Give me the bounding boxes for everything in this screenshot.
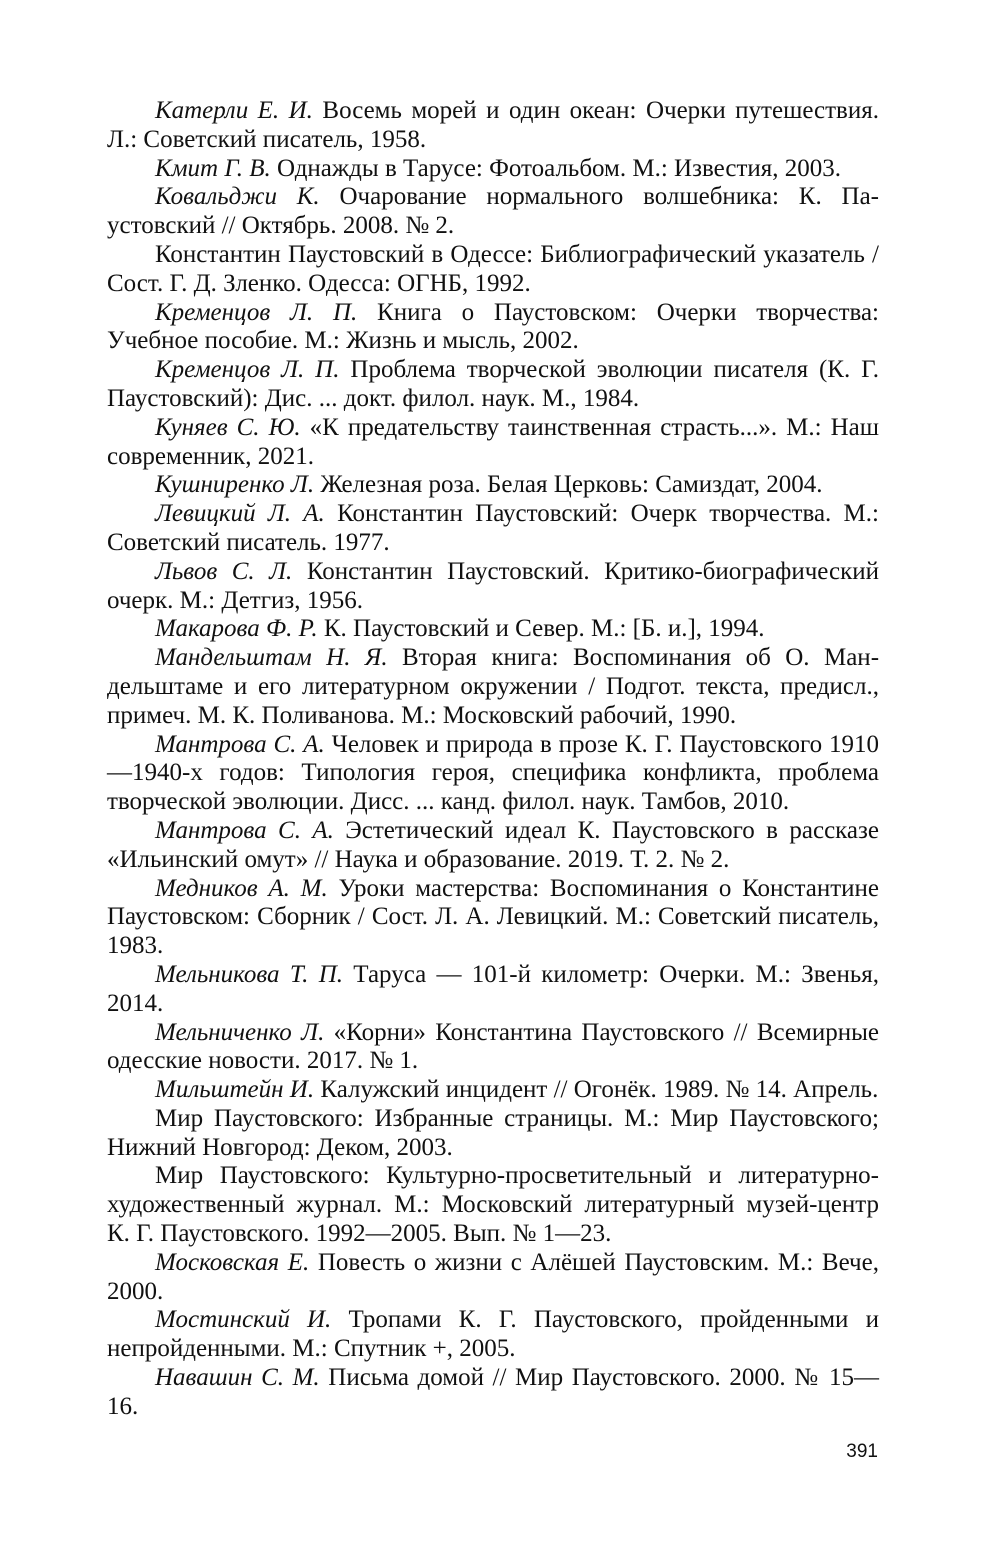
bibliography-entry	[107, 97, 879, 155]
entry-text: Таруса — 101-й километр: Очерки. М.: Звенья, 2014.	[107, 960, 879, 1017]
bibliography-entry	[107, 875, 879, 961]
entry-text: Человек и природа в прозе К. Г. Паустовского 1910—1940-х годов: Типология героя, специфика конфликта, проблема творческой эволюции. Дисс. ... канд. филол. наук. Тамбов, 2010.	[107, 730, 880, 816]
entry-author: Кмит Г. В.	[155, 154, 271, 182]
entry-text: Константин Паустовский: Очерк творчества. М.: Советский писатель. 1977.	[107, 500, 879, 556]
bibliography-entry	[107, 1019, 879, 1077]
entry-text: Письма домой // Мир Паустовского. 2000. № 15—16.	[107, 1364, 879, 1420]
bibliography-entry	[107, 1364, 879, 1422]
bibliography-entry	[107, 471, 879, 500]
bibliography-entry	[107, 615, 879, 644]
entry-author: Мантрова С. А.	[155, 730, 325, 758]
entry-text: Повесть о жизни с Алёшей Паустовским. М.: Вече, 2000.	[107, 1248, 879, 1305]
entry-author: Навашин С. М.	[155, 1364, 320, 1392]
entry-author: Московская Е.	[155, 1248, 310, 1276]
bibliography-entry	[107, 1076, 879, 1105]
entry-text: Константин Паустовский. Критико-биографический очерк. М.: Детгиз, 1956.	[107, 557, 879, 614]
bibliography-entry	[107, 155, 879, 184]
entry-text: Эстетический идеал К. Паустовского в рассказе «Ильинский омут» // Наука и образование. 2019. Т. 2. № 2.	[107, 816, 879, 873]
entry-text: Вторая книга: Воспоминания об О. Мандельштаме и его литературном окружении / Подгот. текста, предисл., примеч. М. К. Поливанова. М.: Московский рабочий, 1990.	[107, 644, 880, 729]
bibliography-entry	[107, 414, 879, 472]
entry-text: Константин Паустовский в Одессе: Библиографический указатель / Сост. Г. Д. Зленко. Одесса: ОГНБ, 1992.	[107, 240, 879, 297]
entry-text: Восемь морей и один океан: Очерки путешествия. Л.: Советский писатель, 1958.	[107, 97, 879, 153]
entry-author: Куняев С. Ю.	[155, 413, 301, 441]
bibliography-entry	[107, 558, 879, 616]
entry-author: Левицкий Л. А.	[155, 500, 325, 528]
bibliography-entry	[107, 731, 879, 817]
entry-text: Железная роза. Белая Церковь: Самиздат, 2004.	[314, 471, 823, 499]
entry-text: Книга о Паустовском: Очерки творчества: Учебное пособие. М.: Жизнь и мысль, 2002.	[107, 298, 880, 355]
bibliography-list	[107, 97, 879, 1422]
bibliography-entry	[107, 817, 879, 875]
entry-author: Мельникова Т. П.	[155, 960, 344, 988]
entry-author: Ковальджи К.	[155, 183, 320, 211]
bibliography-entry	[107, 644, 879, 730]
entry-text: Калужский инцидент // Огонёк. 1989. № 14. Апрель.	[314, 1076, 879, 1104]
entry-author: Мильштейн И.	[155, 1076, 315, 1104]
entry-author: Кушниренко Л.	[155, 471, 315, 499]
entry-text: Мир Паустовского: Культурно-просветительный и литературно-художественный журнал. М.: Московский литературный музей-центр К. Г. Паустовского. 1992—2005. Вып. № 1—23.	[107, 1162, 879, 1248]
entry-text: Однажды в Тарусе: Фотоальбом. М.: Известия, 2003.	[270, 154, 842, 182]
bibliography-entry	[107, 961, 879, 1019]
entry-text: Очарование нормального волшебника: К. Паустовский // Октябрь. 2008. № 2.	[107, 183, 879, 240]
entry-author: Мандельштам Н. Я.	[155, 644, 388, 672]
entry-text: Тропами К. Г. Паустовского, пройденными и непройденными. М.: Спутник +, 2005.	[107, 1306, 880, 1363]
entry-author: Катерли Е. И.	[155, 97, 313, 124]
bibliography-entry	[107, 1162, 879, 1248]
bibliography-entry	[107, 356, 879, 414]
entry-text: «Корни» Константина Паустовского // Всемирные одесские новости. 2017. № 1.	[107, 1018, 879, 1075]
bibliography-entry	[107, 299, 879, 357]
entry-text: Проблема творческой эволюции писателя (К. Г. Паустовский): Дис. ... докт. филол. наук. М., 1984.	[107, 356, 880, 412]
entry-author: Львов С. Л.	[155, 557, 293, 585]
entry-author: Кременцов Л. П.	[155, 356, 340, 384]
entry-author: Мельниченко Л.	[155, 1018, 325, 1046]
bibliography-entry	[107, 241, 879, 299]
bibliography-entry	[107, 1306, 879, 1364]
entry-author: Медников А. М.	[155, 874, 328, 902]
entry-text: «К предательству таинственная страсть...». М.: Наш современник, 2021.	[107, 413, 879, 470]
bibliography-entry	[107, 1249, 879, 1307]
entry-author: Мостинский И.	[155, 1306, 332, 1334]
entry-text: К. Паустовский и Север. М.: [Б. и.], 1994.	[317, 615, 765, 643]
bibliography-entry	[107, 183, 879, 241]
entry-author: Мантрова С. А.	[155, 816, 334, 844]
entry-author: Кременцов Л. П.	[155, 298, 358, 326]
bibliography-entry	[107, 1105, 879, 1163]
bibliography-entry	[107, 500, 879, 558]
entry-author: Макарова Ф. Р.	[155, 615, 318, 643]
page-number: 391	[846, 1441, 878, 1462]
entry-text: Мир Паустовского: Избранные страницы. М.: Мир Паустовского; Нижний Новгород: Деком, 2003.	[107, 1104, 879, 1161]
entry-text: Уроки мастерства: Воспоминания о Константине Паустовском: Сборник / Сост. Л. А. Левицкий. М.: Советский писатель, 1983.	[107, 874, 880, 960]
